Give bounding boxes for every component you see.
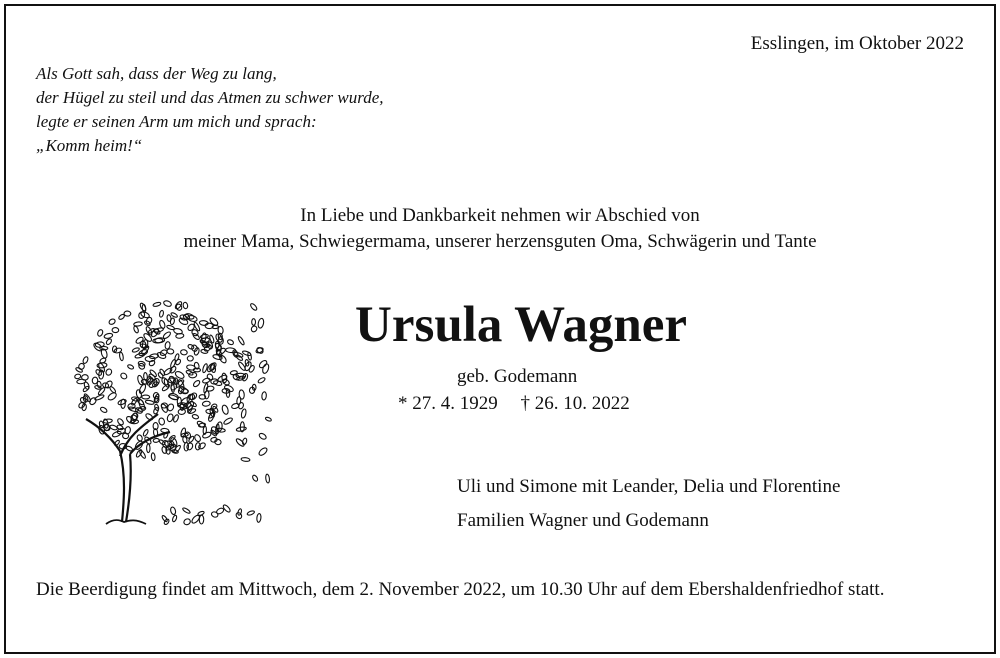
poem-line: der Hügel zu steil und das Atmen zu schwer wurde,	[36, 88, 384, 107]
birth-date: * 27. 4. 1929	[398, 393, 498, 414]
mourner-line: Familien Wagner und Godemann	[457, 510, 709, 531]
intro-text	[0, 203, 1000, 255]
place-date: Esslingen, im Oktober 2022	[750, 33, 964, 54]
death-date: † 26. 10. 2022	[520, 393, 630, 414]
intro-line: meiner Mama, Schwiegermama, unserer herzensguten Oma, Schwägerin und Tante	[183, 231, 817, 252]
deceased-name: Ursula Wagner	[355, 297, 687, 353]
life-dates	[398, 393, 630, 415]
poem-line: „Komm heim!“	[36, 136, 143, 155]
poem-line: legte er seinen Arm um mich und sprach:	[36, 112, 317, 131]
tree-roots	[106, 520, 146, 524]
intro-line: In Liebe und Dankbarkeit nehmen wir Abschied von	[300, 205, 700, 226]
poem	[36, 62, 384, 158]
leaf-cluster	[74, 300, 272, 526]
mourner-line: Uli und Simone mit Leander, Delia und Florentine	[457, 476, 841, 497]
poem-line: Als Gott sah, dass der Weg zu lang,	[36, 64, 277, 83]
tree-illustration	[70, 286, 280, 532]
funeral-info: Die Beerdigung findet am Mittwoch, dem 2. November 2022, um 10.30 Uhr auf dem Ebershaldenfriedhof statt.	[36, 579, 885, 600]
birth-name: geb. Godemann	[457, 366, 578, 387]
mourners	[457, 470, 840, 538]
